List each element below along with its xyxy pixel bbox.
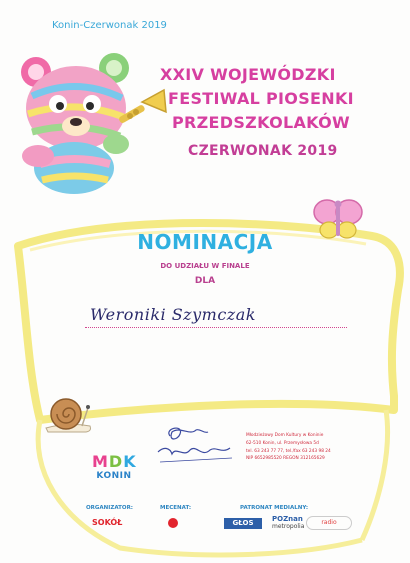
signature-image bbox=[150, 418, 240, 468]
mdk-logo bbox=[92, 452, 136, 481]
glos-logo: GŁOS bbox=[224, 518, 262, 529]
address-line: tel. 63 243 77 77, tel./fax 63 243 98 24 bbox=[246, 448, 331, 454]
sokol-logo: SOKÓŁ bbox=[92, 518, 123, 527]
organizer-label: ORGANIZATOR: bbox=[86, 505, 134, 511]
nomination-for-label: DLA bbox=[194, 276, 216, 286]
place-line: Konin-Czerwonak 2019 bbox=[52, 20, 167, 31]
recipient-dotted-line bbox=[85, 327, 347, 328]
mdk-logo-letters: MDK bbox=[92, 452, 137, 471]
address-line: Młodzieżowy Dom Kultury w Koninie bbox=[246, 433, 324, 438]
title-line-1: XXIV WOJEWÓDZKI bbox=[160, 65, 336, 84]
title-line-3: PRZEDSZKOLAKÓW bbox=[172, 113, 350, 132]
mdk-logo-city: KONIN bbox=[96, 471, 132, 481]
poznan-metropolia-logo bbox=[272, 515, 304, 531]
address-line: 62-510 Konin, ul. Przemysłowa 5d bbox=[246, 440, 319, 446]
poznan-logo-text: POZnan bbox=[272, 515, 303, 523]
title-line-4: CZERWONAK 2019 bbox=[188, 143, 338, 159]
organizer-address bbox=[246, 432, 356, 463]
media-patron-label: PATRONAT MEDIALNY: bbox=[240, 505, 309, 511]
poznan-logo-sub: metropolia bbox=[272, 523, 305, 530]
title-line-2: FESTIWAL PIOSENKI bbox=[168, 89, 354, 108]
nomination-heading: NOMINACJA bbox=[137, 230, 273, 254]
recipient-name: Weroniki Szymczak bbox=[90, 305, 256, 324]
radio-logo: radio bbox=[306, 516, 352, 530]
nomination-subheading: DO UDZIAŁU W FINALE bbox=[160, 262, 250, 270]
mecenas-logo-icon bbox=[168, 518, 178, 528]
patron-label: MECENAT: bbox=[160, 505, 192, 511]
snail-icon bbox=[42, 394, 94, 434]
address-line: NIP 6652985520 REGON 312165629 bbox=[246, 456, 325, 462]
teddy-bear-trumpet-icon bbox=[14, 46, 174, 196]
